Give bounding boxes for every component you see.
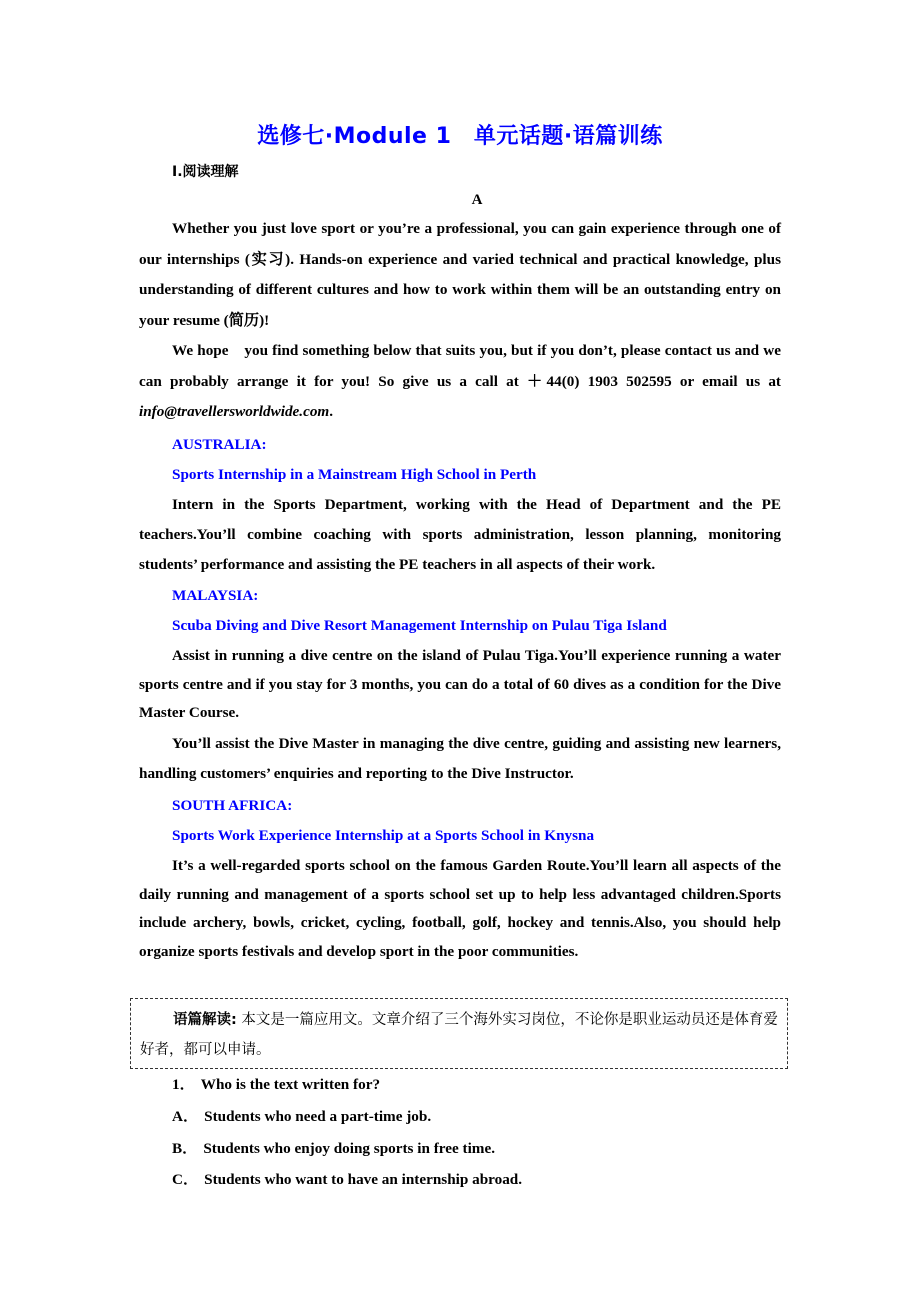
question-1-stem (172, 1073, 380, 1094)
option-c[interactable] (172, 1168, 522, 1189)
option-a[interactable] (172, 1105, 431, 1126)
option-text: Students who need a part-time job. (204, 1108, 432, 1125)
option-text: Students who want to have an internship abroad. (204, 1171, 523, 1188)
internship-paragraph: You’ll assist the Dive Master in managing the dive centre, guiding and assisting new learners, handling customers’ enquiries and reporting to the Dive Instructor. (139, 734, 781, 782)
option-text: Students who enjoy doing sports in free time. (203, 1140, 495, 1157)
intro-block (139, 214, 781, 428)
passage-interpretation (140, 1005, 782, 1065)
section-heading: Ⅰ.阅读理解 (172, 164, 239, 180)
internship-paragraph: Assist in running a dive centre on the island of Pulau Tiga.You’ll experience running a water sports centre and if you stay for 3 months, you can do a total of 60 dives as a condition for the Dive Master Course. (139, 647, 781, 721)
intro-paragraph-2 (139, 336, 781, 428)
internship-body-australia (139, 490, 781, 580)
note-text: 本文是一篇应用文。文章介绍了三个海外实习岗位，不论你是职业运动员还是体育爱好者，都可以申请。 (140, 1012, 778, 1058)
internship-paragraph: It’s a well-regarded sports school on the famous Garden Route.You’ll learn all aspects of the daily running and management of a sports school set up to help less advantaged children.Sports include archery, bowls, cricket, cycling, football, golf, hockey and tennis.Also, you should help organize sports festivals and develop sport in the poor communities. (139, 857, 781, 960)
page-title: 选修七·Module 1 单元话题·语篇训练 (257, 124, 663, 149)
internship-body-south-africa (139, 852, 781, 966)
country-heading-australia: AUSTRALIA: (172, 436, 267, 453)
internship-paragraph: Intern in the Sports Department, working with the Head of Department and the PE teachers.You’ll combine coaching with sports administration, lesson planning, monitoring students’ performance and assisting the PE teachers in all aspects of their work. (139, 496, 781, 573)
option-b[interactable] (172, 1137, 495, 1158)
passage-interpretation-box (130, 998, 788, 1069)
internship-body-malaysia (139, 642, 781, 789)
intro-paragraph-1: Whether you just love sport or you’re a professional, you can gain experience through one of our internships (实习). Hands-on experience and varied technical and practical knowledge, plus understanding of different cultures and how to work within them will be an outstanding entry on your resume (简历)! (139, 220, 781, 329)
question-number: 1． (172, 1076, 195, 1093)
intro-paragraph-2-end: . (329, 403, 334, 420)
internship-title-australia: Sports Internship in a Mainstream High School in Perth (172, 466, 537, 483)
passage-label: A (471, 192, 483, 208)
option-letter: A． (172, 1108, 199, 1125)
country-heading-malaysia: MALAYSIA: (172, 587, 259, 604)
country-heading-south-africa: SOUTH AFRICA: (172, 797, 293, 814)
option-letter: C． (172, 1171, 199, 1188)
intro-paragraph-2-text: We hope you find something below that suits you, but if you don’t, please contact us and we can probably arrange it for you! So give us a call at ＋44(0) 1903 502595 or email us at (139, 342, 781, 390)
contact-email: info@travellersworldwide.com (139, 403, 330, 420)
question-text: Who is the text written for? (200, 1076, 381, 1093)
note-label: 语篇解读: (173, 1012, 237, 1028)
internship-title-malaysia: Scuba Diving and Dive Resort Management Internship on Pulau Tiga Island (172, 617, 667, 634)
internship-title-south-africa: Sports Work Experience Internship at a Sports School in Knysna (172, 827, 595, 844)
option-letter: B． (172, 1140, 198, 1157)
